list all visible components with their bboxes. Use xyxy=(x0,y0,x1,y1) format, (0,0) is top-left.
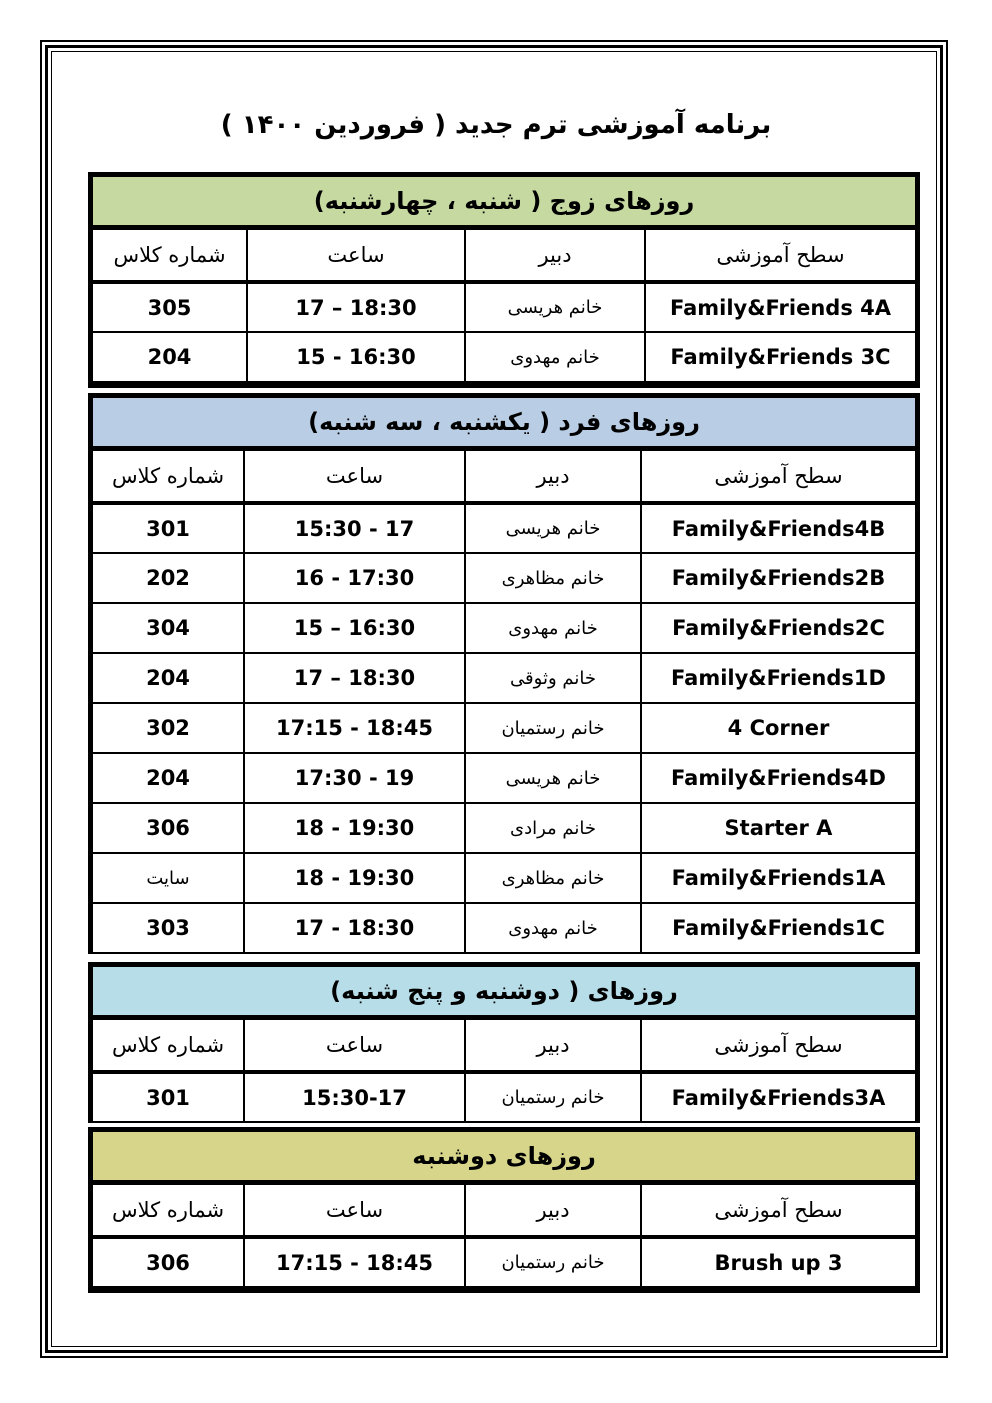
cell-teacher: خانم مظاهری xyxy=(465,853,641,903)
cell-time: 17:15 - 18:45 xyxy=(244,1237,465,1287)
cell-room: 306 xyxy=(93,1237,244,1287)
cell-time: 17 – 18:30 xyxy=(244,653,465,703)
cell-time: 16 - 17:30 xyxy=(244,553,465,603)
table-row xyxy=(93,332,915,382)
table-row xyxy=(93,753,915,803)
cell-room: 304 xyxy=(93,603,244,653)
cell-time: 17 - 18:30 xyxy=(244,903,465,953)
cell-level: Family&Friends2B xyxy=(641,553,915,603)
table-row xyxy=(93,853,915,903)
cell-room: 306 xyxy=(93,803,244,853)
section-even-days xyxy=(88,172,920,388)
cell-level: Family&Friends1D xyxy=(641,653,915,703)
cell-room: 204 xyxy=(93,332,247,382)
header-room: شماره کلاس xyxy=(93,1185,244,1237)
cell-time: 15 - 16:30 xyxy=(247,332,465,382)
section-heading: روزهای فرد ( یکشنبه ، سه شنبه) xyxy=(93,393,915,451)
section-monday-thursday xyxy=(88,962,920,1123)
cell-room: سایت xyxy=(93,853,244,903)
section-heading: روزهای دوشنبه xyxy=(93,1127,915,1185)
cell-teacher: خانم هریسی xyxy=(465,753,641,803)
table-header-row xyxy=(93,1020,915,1072)
header-room: شماره کلاس xyxy=(93,1020,244,1072)
table-row xyxy=(93,803,915,853)
cell-level: Family&Friends4B xyxy=(641,503,915,553)
header-room: شماره کلاس xyxy=(93,230,247,282)
cell-teacher: خانم رستمیان xyxy=(465,703,641,753)
cell-level: Family&Friends 3C xyxy=(645,332,915,382)
section-heading: روزهای ( دوشنبه و پنج شنبه) xyxy=(93,962,915,1020)
cell-teacher: خانم مرادی xyxy=(465,803,641,853)
header-level: سطح آموزشی xyxy=(641,451,915,503)
cell-time: 15:30-17 xyxy=(244,1072,465,1122)
table-header-row xyxy=(93,230,915,282)
cell-room: 202 xyxy=(93,553,244,603)
cell-level: Family&Friends4D xyxy=(641,753,915,803)
table-row xyxy=(93,282,915,332)
cell-teacher: خانم هریسی xyxy=(465,503,641,553)
table-row xyxy=(93,503,915,553)
table-row xyxy=(93,703,915,753)
table-row xyxy=(93,653,915,703)
schedule-table xyxy=(93,1185,915,1288)
header-time: ساعت xyxy=(247,230,465,282)
cell-teacher: خانم مهدوی xyxy=(465,603,641,653)
cell-teacher: خانم مهدوی xyxy=(465,903,641,953)
cell-room: 204 xyxy=(93,653,244,703)
header-level: سطح آموزشی xyxy=(641,1020,915,1072)
schedule-table xyxy=(93,451,915,954)
page-title: برنامه آموزشی ترم جدید ( فروردین ۱۴۰۰ ) xyxy=(220,110,772,140)
header-teacher: دبیر xyxy=(465,230,645,282)
cell-time: 18 - 19:30 xyxy=(244,853,465,903)
cell-level: Starter A xyxy=(641,803,915,853)
header-teacher: دبیر xyxy=(465,1020,641,1072)
header-level: سطح آموزشی xyxy=(645,230,915,282)
schedule-table xyxy=(93,1020,915,1123)
header-level: سطح آموزشی xyxy=(641,1185,915,1237)
cell-level: Family&Friends1C xyxy=(641,903,915,953)
cell-level: Family&Friends1A xyxy=(641,853,915,903)
table-row xyxy=(93,1237,915,1287)
table-row xyxy=(93,903,915,953)
cell-room: 303 xyxy=(93,903,244,953)
cell-teacher: خانم رستمیان xyxy=(465,1072,641,1122)
section-odd-days xyxy=(88,393,920,954)
cell-time: 18 - 19:30 xyxy=(244,803,465,853)
table-header-row xyxy=(93,1185,915,1237)
cell-teacher: خانم مهدوی xyxy=(465,332,645,382)
cell-level: Family&Friends3A xyxy=(641,1072,915,1122)
section-monday xyxy=(88,1127,920,1293)
cell-teacher: خانم وثوقی xyxy=(465,653,641,703)
header-time: ساعت xyxy=(244,1020,465,1072)
cell-time: 15:30 - 17 xyxy=(244,503,465,553)
header-room: شماره کلاس xyxy=(93,451,244,503)
cell-room: 204 xyxy=(93,753,244,803)
header-time: ساعت xyxy=(244,451,465,503)
cell-time: 17 – 18:30 xyxy=(247,282,465,332)
cell-level: Family&Friends 4A xyxy=(645,282,915,332)
table-row xyxy=(93,603,915,653)
cell-time: 17:15 - 18:45 xyxy=(244,703,465,753)
cell-time: 17:30 - 19 xyxy=(244,753,465,803)
cell-time: 15 – 16:30 xyxy=(244,603,465,653)
schedule-table xyxy=(93,230,915,383)
header-time: ساعت xyxy=(244,1185,465,1237)
cell-room: 301 xyxy=(93,1072,244,1122)
cell-teacher: خانم مظاهری xyxy=(465,553,641,603)
cell-teacher: خانم هریسی xyxy=(465,282,645,332)
header-teacher: دبیر xyxy=(465,1185,641,1237)
cell-level: 4 Corner xyxy=(641,703,915,753)
section-heading: روزهای زوج ( شنبه ، چهارشنبه) xyxy=(93,172,915,230)
header-teacher: دبیر xyxy=(465,451,641,503)
cell-room: 305 xyxy=(93,282,247,332)
cell-level: Brush up 3 xyxy=(641,1237,915,1287)
cell-level: Family&Friends2C xyxy=(641,603,915,653)
cell-room: 302 xyxy=(93,703,244,753)
cell-room: 301 xyxy=(93,503,244,553)
table-header-row xyxy=(93,451,915,503)
cell-teacher: خانم رستمیان xyxy=(465,1237,641,1287)
table-row xyxy=(93,553,915,603)
table-row xyxy=(93,1072,915,1122)
